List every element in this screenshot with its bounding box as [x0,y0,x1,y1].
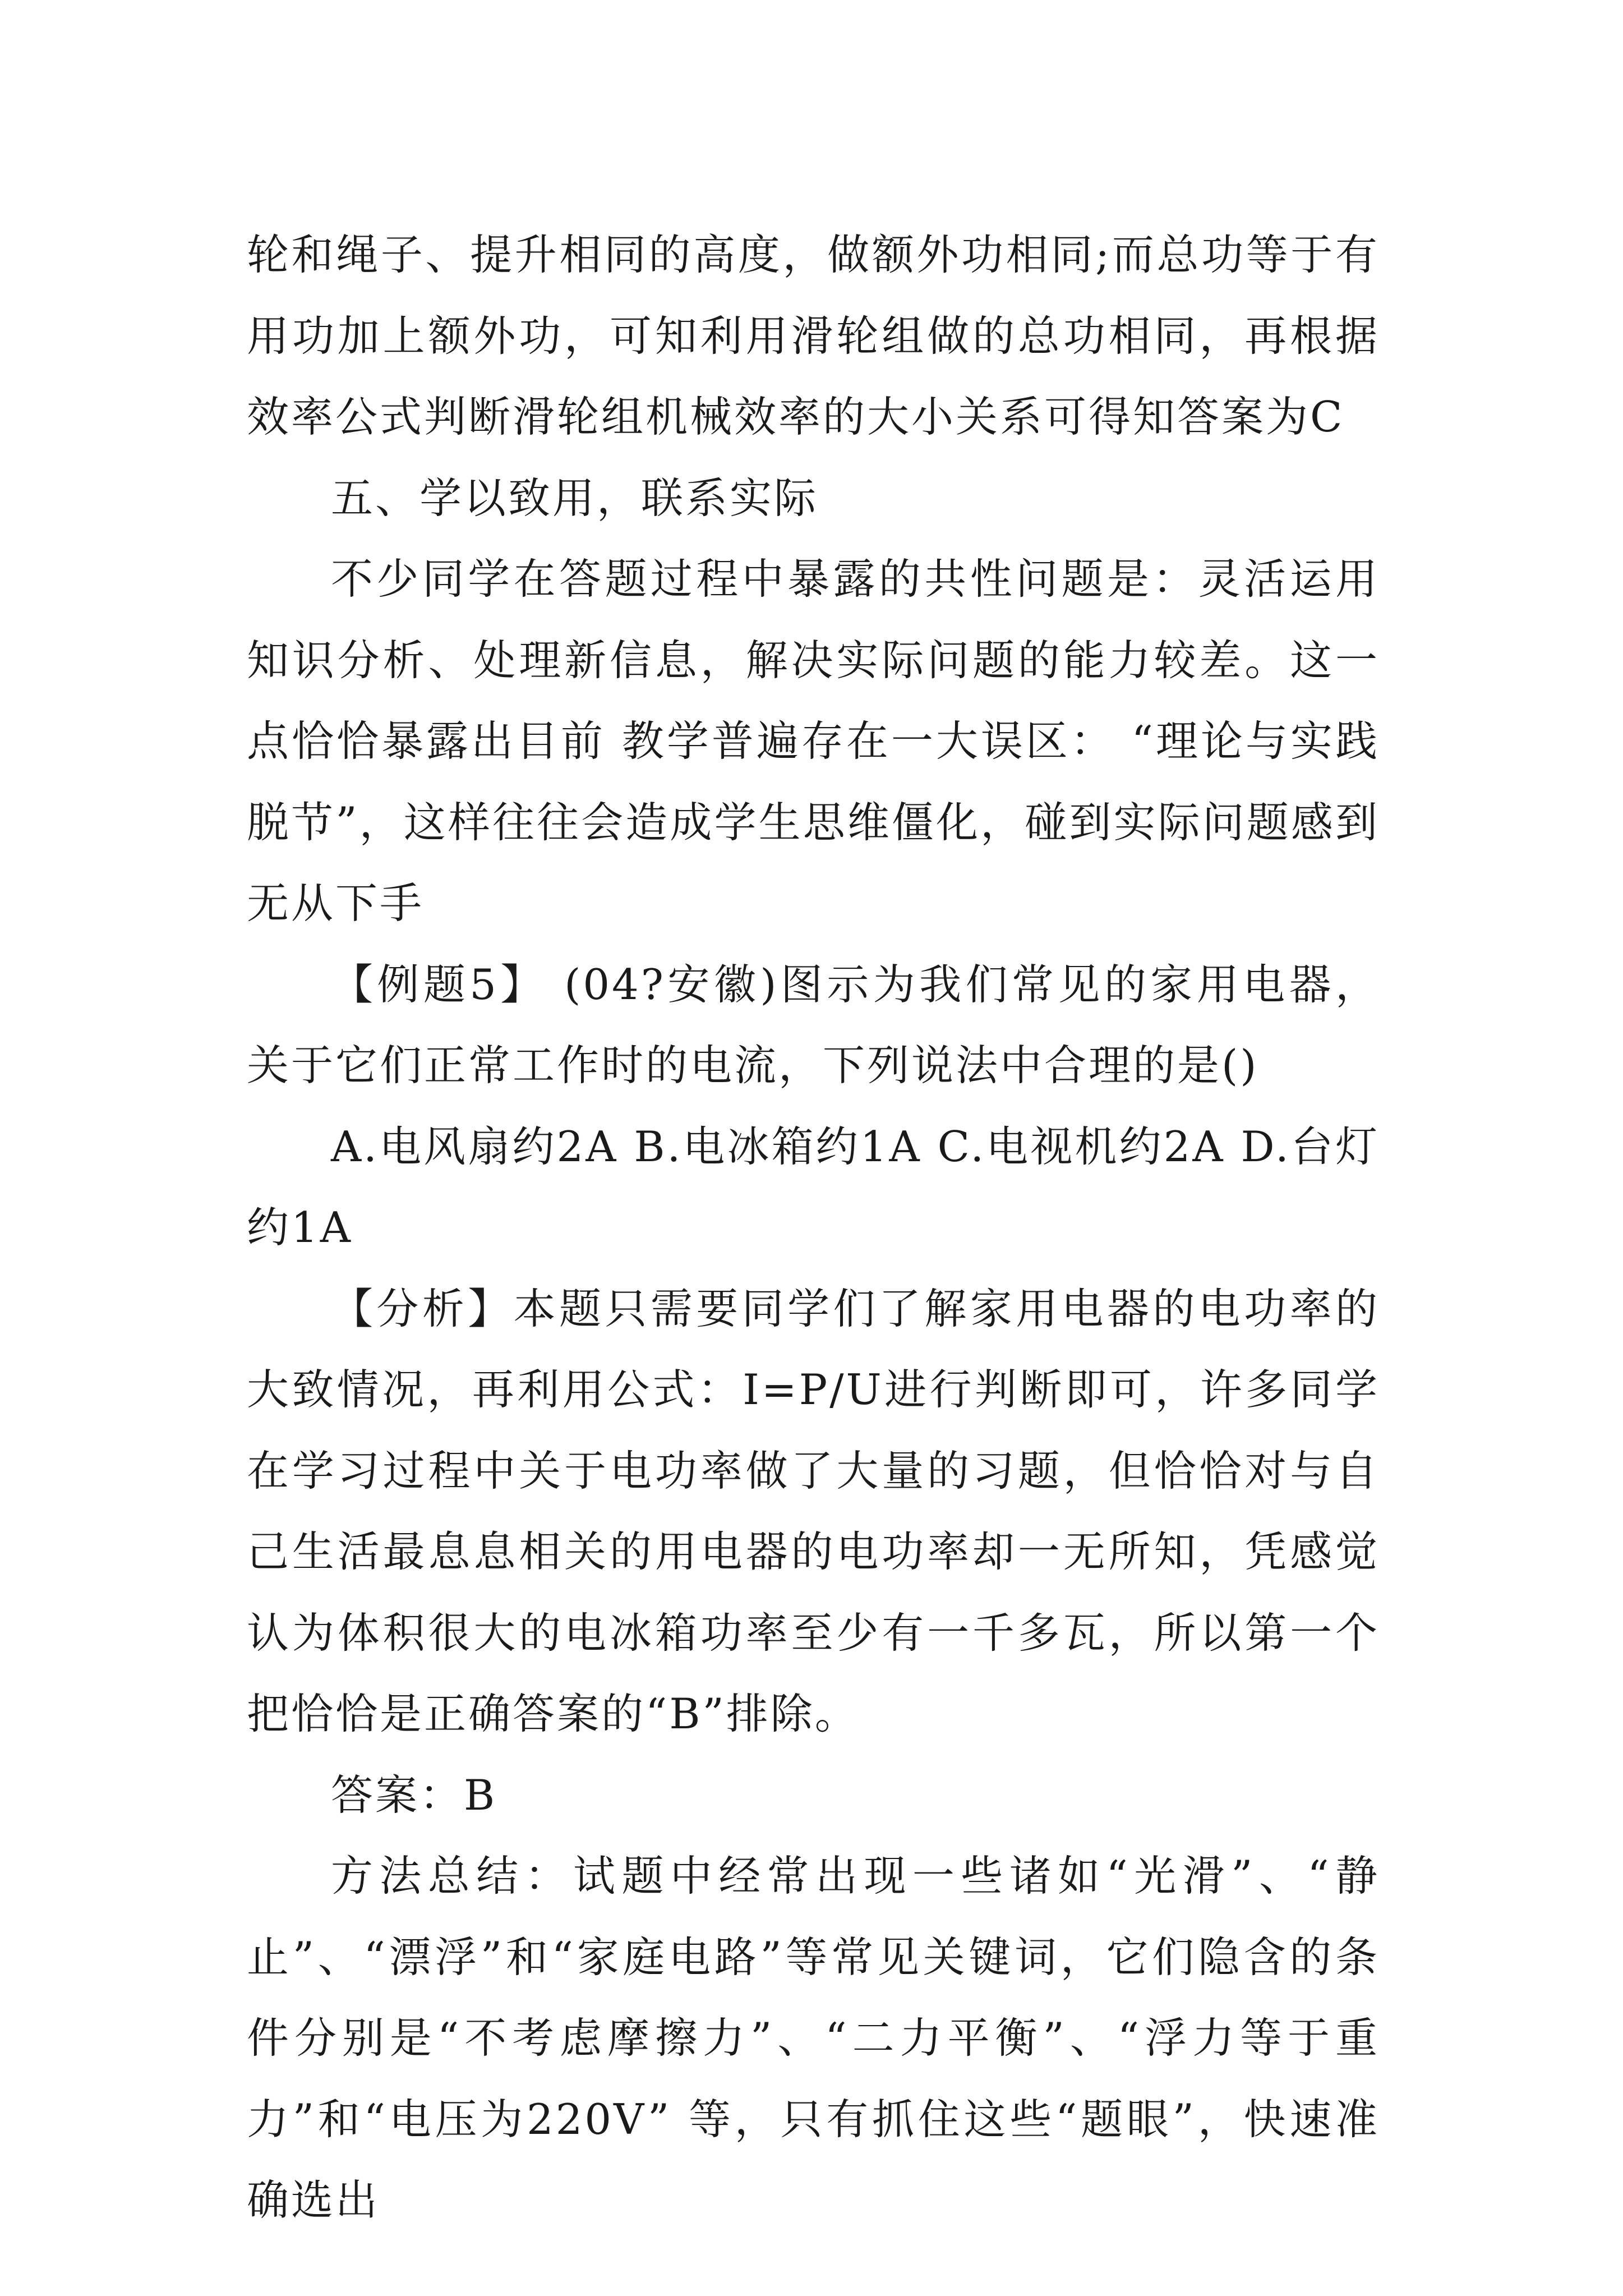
paragraph-method-summary: 方法总结：试题中经常出现一些诸如“光滑”、“静止”、“漂浮”和“家庭电路”等常见关键词，它们隐含的条件分别是“不考虑摩擦力”、“二力平衡”、“浮力等于重力”和“电压为220V” 等，只有抓住这些“题眼”，快速准确选出 [247,1851,1380,2225]
section-heading: 五、学以致用，联系实际 [331,473,819,523]
answer: 答案：B [331,1770,497,1820]
body-text [247,214,1380,2241]
paragraph-analysis: 【分析】本题只需要同学们了解家用电器的电功率的大致情况，再利用公式：I=P/U进行判断即可，许多同学在学习过程中关于电功率做了大量的习题，但恰恰对与自己生活最息息相关的用电器的电功率却一无所知，凭感觉认为体积很大的电冰箱功率至少有一千多瓦，所以第一个把恰恰是正确答案的“B”排除。 [247,1283,1380,1738]
paragraph-continuation: 轮和绳子、提升相同的高度，做额外功相同;而总功等于有用功加上额外功，可知利用滑轮组做的总功相同，再根据效率公式判断滑轮组机械效率的大小关系可得知答案为C [247,230,1380,441]
paragraph-intro: 不少同学在答题过程中暴露的共性问题是：灵活运用知识分析、处理新信息，解决实际问题的能力较差。这一点恰恰暴露出目前 教学普遍存在一大误区： “理论与实践脱节”，这样往往会造成学生思维僵化，碰到实际问题感到无从下手 [247,554,1380,928]
example-options: A.电风扇约2A B.电冰箱约1A C.电视机约2A D.台灯约1A [247,1121,1380,1252]
example-question: 【例题5】 (04?安徽)图示为我们常见的家用电器，关于它们正常工作时的电流，下列说法中合理的是() [247,959,1380,1090]
